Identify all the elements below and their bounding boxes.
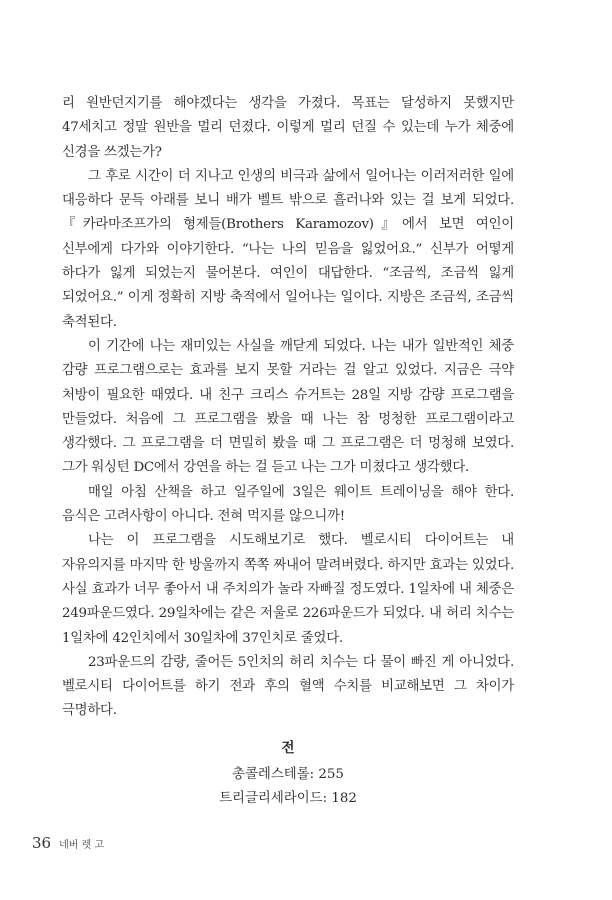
page-number: 36	[32, 834, 52, 852]
paragraph-5: 나는 이 프로그램을 시도해보기로 했다. 벨로시티 다이어트는 내 자유의지를 마지막 한 방울까지 쪽쪽 짜내어 말려버렸다. 하지만 효과는 있었다. 사실 효과가 너무 좋아서 내 주치의가 놀라 자빠질 정도였다. 1일차에 내 체중은 249파운드였다. 29일차에는 같은 저울로 226파운드가 되었다. 내 허리 치수는 1일차에 42인치에서 30일차에 37인치로 줄었다.	[62, 533, 514, 646]
page-footer	[32, 834, 104, 852]
body-text	[62, 92, 514, 724]
paragraph-1: 리 원반던지기를 해야겠다는 생각을 가졌다. 목표는 달성하지 못했지만 47세치고 정말 원반을 멀리 던졌다. 이렇게 멀리 던질 수 있는데 누가 체중에 신경을 쓰겠는가?	[62, 96, 514, 160]
paragraph-4: 매일 아침 산책을 하고 일주일에 3일은 웨이트 트레이닝을 해야 한다. 음식은 고려사항이 아니다. 전혀 먹지를 않으니까!	[62, 484, 514, 525]
triglycerides-value: 트리글리세라이드: 182	[219, 791, 357, 806]
paragraph-6: 23파운드의 감량, 줄어든 5인치의 허리 치수는 다 물이 빠진 게 아니었다. 벨로시티 다이어트를 하기 전과 후의 혈액 수치를 비교해보면 그 차이가 극명하다.	[62, 654, 514, 719]
cholesterol-value: 총콜레스테롤: 255	[232, 767, 344, 782]
stats-heading: 전	[281, 740, 295, 756]
paragraph-3: 이 기간에 나는 재미있는 사실을 깨닫게 되었다. 나는 내가 일반적인 체중 감량 프로그램으로는 효과를 보지 못할 거라는 걸 알고 있었다. 지금은 극약 처방이 필요한 때였다. 내 친구 크리스 슈거트는 28일 지방 감량 프로그램을 만들었다. 처음에 그 프로그램을 봤을 때 나는 참 멍청한 프로그램이라고 생각했다. 그 프로그램을 더 면밀히 봤을 때 그 프로그램은 더 멍청해 보였다. 그가 워싱턴 DC에서 강연을 하는 걸 듣고 나는 그가 미쳤다고 생각했다.	[62, 338, 514, 476]
blood-stats-before	[62, 737, 514, 811]
paragraph-2: 그 후로 시간이 더 지나고 인생의 비극과 삶에서 일어나는 이러저러한 일에 대응하다 문득 아래를 보니 배가 벨트 밖으로 흘러나와 있는 걸 보게 되었다. 『카라마조프가의 형제들(Brothers Karamozov)』에서 보면 여인이 신부에게 다가와 이야기한다. “나는 나의 믿음을 잃었어요.” 신부가 어떻게 하다가 잃게 되었는지 물어본다. 여인이 대답한다. “조금씩, 조금씩 잃게 되었어요.” 이게 정확히 지방 축적에서 일어나는 일이다. 지방은 조금씩, 조금씩 축적된다.	[62, 168, 514, 330]
running-title: 네버 렛 고	[59, 840, 105, 851]
